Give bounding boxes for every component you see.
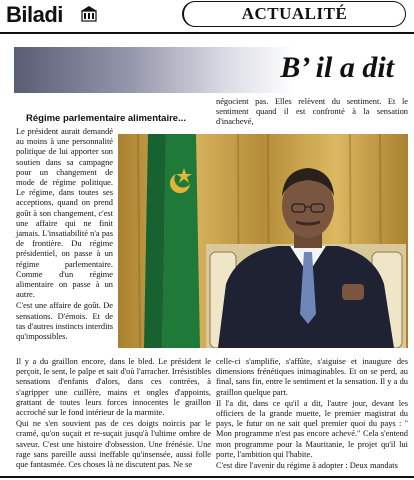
paragraph: celle-ci s'amplifie, s'affûte, s'aiguise et inaugure des dimensions frénétiques inimaginables. Et on se perd, au final, sans fin, entre le sentiment et la sensation. Il y a du graillon quelque part. <box>216 357 408 397</box>
article-text-bottom-left <box>16 357 211 471</box>
paragraph: Qui ne s'en souvient pas de ces doigts noircis par le cramé, qu'on suçait et re-suçait jusqu'à l'ultime ombre de saveur. C'est une histoire d'obsession. Une frénésie. Une rage sans pareille aussi ineffable qu'insensée, aussi folle que fantasmée. Ces choses là ne discutent pas. Ne se <box>16 419 211 470</box>
publication-logo: Biladi <box>6 2 63 27</box>
article-text-top-right <box>216 97 408 129</box>
column-banner <box>14 47 404 93</box>
column-title: B’ il a dit <box>280 51 394 84</box>
article-text-bottom-right <box>216 357 408 472</box>
portrait-illustration <box>118 134 408 348</box>
paragraph: C'est dire l'avenir du régime à adopter : Deux mandats <box>216 461 398 471</box>
article-photo <box>118 134 408 348</box>
article-text-column-1 <box>16 127 113 343</box>
section-label: ACTUALITÉ <box>182 1 406 27</box>
paragraph: négocient pas. Elles relèvent du sentiment. Et le sentiment quand il est confronté à la sensation d'inachevé, <box>216 97 408 127</box>
masthead <box>0 0 414 30</box>
header-rule <box>0 32 414 34</box>
paragraph: Il y a du graillon encore, dans le bled. Le président le perçoit, le sent, le palpe et sait d'où l'arracher. Irrésistibles sensations d'enfants d'alors, dans ces contrées, à s'agripper une cuillère, mains et ongles d'appoints, grattant de toutes leurs forces innocentes le graillon accroché sur le fond intérieur de la marmite. <box>16 357 211 418</box>
building-icon <box>81 6 97 22</box>
paragraph: Il l'a dit, dans ce qu'il a dit, l'autre jour, devant les officiers de la grande muette, le premier magistrat du pays, le futur on ne sait quel premier quoi du pays : " Mon programme n'est pas encore achevé." Cela s'entend mon programme pour la Mauritanie, le projet qu'il lui porte, l'ambition qui l'habite. <box>216 398 408 459</box>
paragraph: Le président aurait demandé au moins à une personnalité politique de lui apporter son soutien dans sa campagne pour un changement de mode de régime politique. Le régime, dans toutes ses acceptions, quand on prend goût à son changement, c'est une affaire qui ne finit jamais. L'insatiabilité n'a pas de frontière. Du régime présidentiel, on passe à un régime parlementaire. Comme d'un régime alimentaire on passe à un autre. <box>16 127 113 300</box>
article-title: Régime parlementaire alimentaire... <box>26 113 186 124</box>
footer-rule <box>0 476 414 478</box>
paragraph: C'est une affaire de goût. De sensations. D'émois. Et de tas d'autres instincts interdits qu'impossibles. <box>16 301 113 342</box>
